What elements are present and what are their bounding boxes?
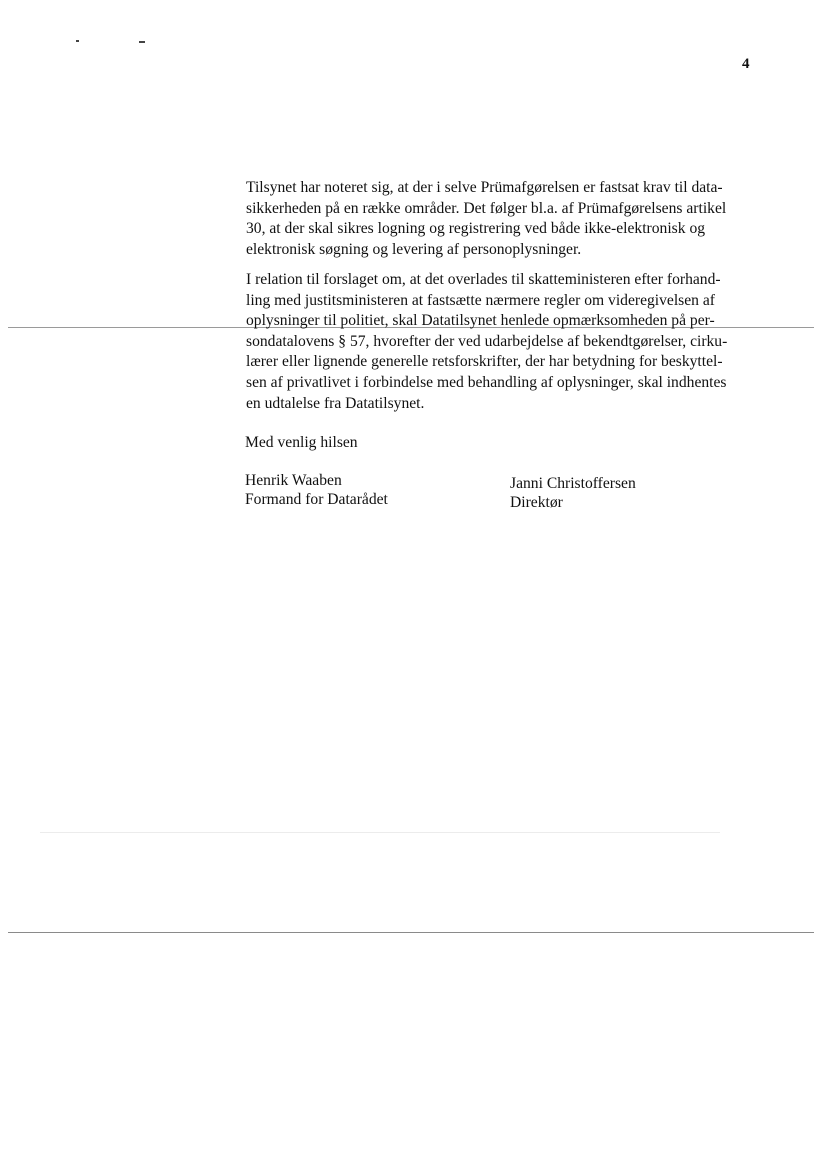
signatory-left	[245, 471, 388, 509]
signatory-title: Formand for Datarådet	[245, 491, 388, 508]
paragraph-line: 30, at der skal sikres logning og registrering ved både ikke-elektronisk og	[246, 220, 706, 238]
paragraph-line: sikkerheden på en række områder. Det følger bl.a. af Prümafgørelsens artikel	[246, 199, 727, 217]
scan-line-faint	[40, 832, 720, 833]
scan-line-bottom	[8, 932, 814, 933]
closing-greeting: Med venlig hilsen	[245, 434, 358, 451]
paragraph-1	[246, 178, 746, 260]
paragraph-line: elektronisk søgning og levering af personoplysninger.	[246, 240, 582, 258]
paragraph-2	[246, 270, 746, 414]
signatory-title: Direktør	[510, 494, 563, 511]
paragraph-line: en udtalelse fra Datatilsynet.	[246, 394, 425, 412]
signatory-name: Janni Christoffersen	[510, 475, 636, 492]
paragraph-line: lærer eller lignende generelle retsforskrifter, der har betydning for beskyttel-	[246, 353, 723, 371]
paragraph-line: sondatalovens § 57, hvorefter der ved udarbejdelse af bekendtgørelser, cirku-	[246, 332, 728, 350]
signatory-name: Henrik Waaben	[245, 472, 342, 489]
page-number: 4	[742, 56, 750, 72]
signatory-right	[510, 474, 636, 512]
paragraph-line: oplysninger til politiet, skal Datatilsynet henlede opmærksomheden på per-	[246, 312, 715, 330]
scan-speck	[139, 41, 145, 43]
paragraph-line: sen af privatlivet i forbindelse med behandling af oplysninger, skal indhentes	[246, 373, 727, 391]
paragraph-line: ling med justitsministeren at fastsætte nærmere regler om videregivelsen af	[246, 291, 715, 309]
paragraph-line: I relation til forslaget om, at det overlades til skatteministeren efter forhand-	[246, 271, 721, 288]
paragraph-line: Tilsynet har noteret sig, at der i selve Prümafgørelsen er fastsat krav til data-	[246, 179, 723, 196]
scan-speck	[76, 40, 79, 42]
